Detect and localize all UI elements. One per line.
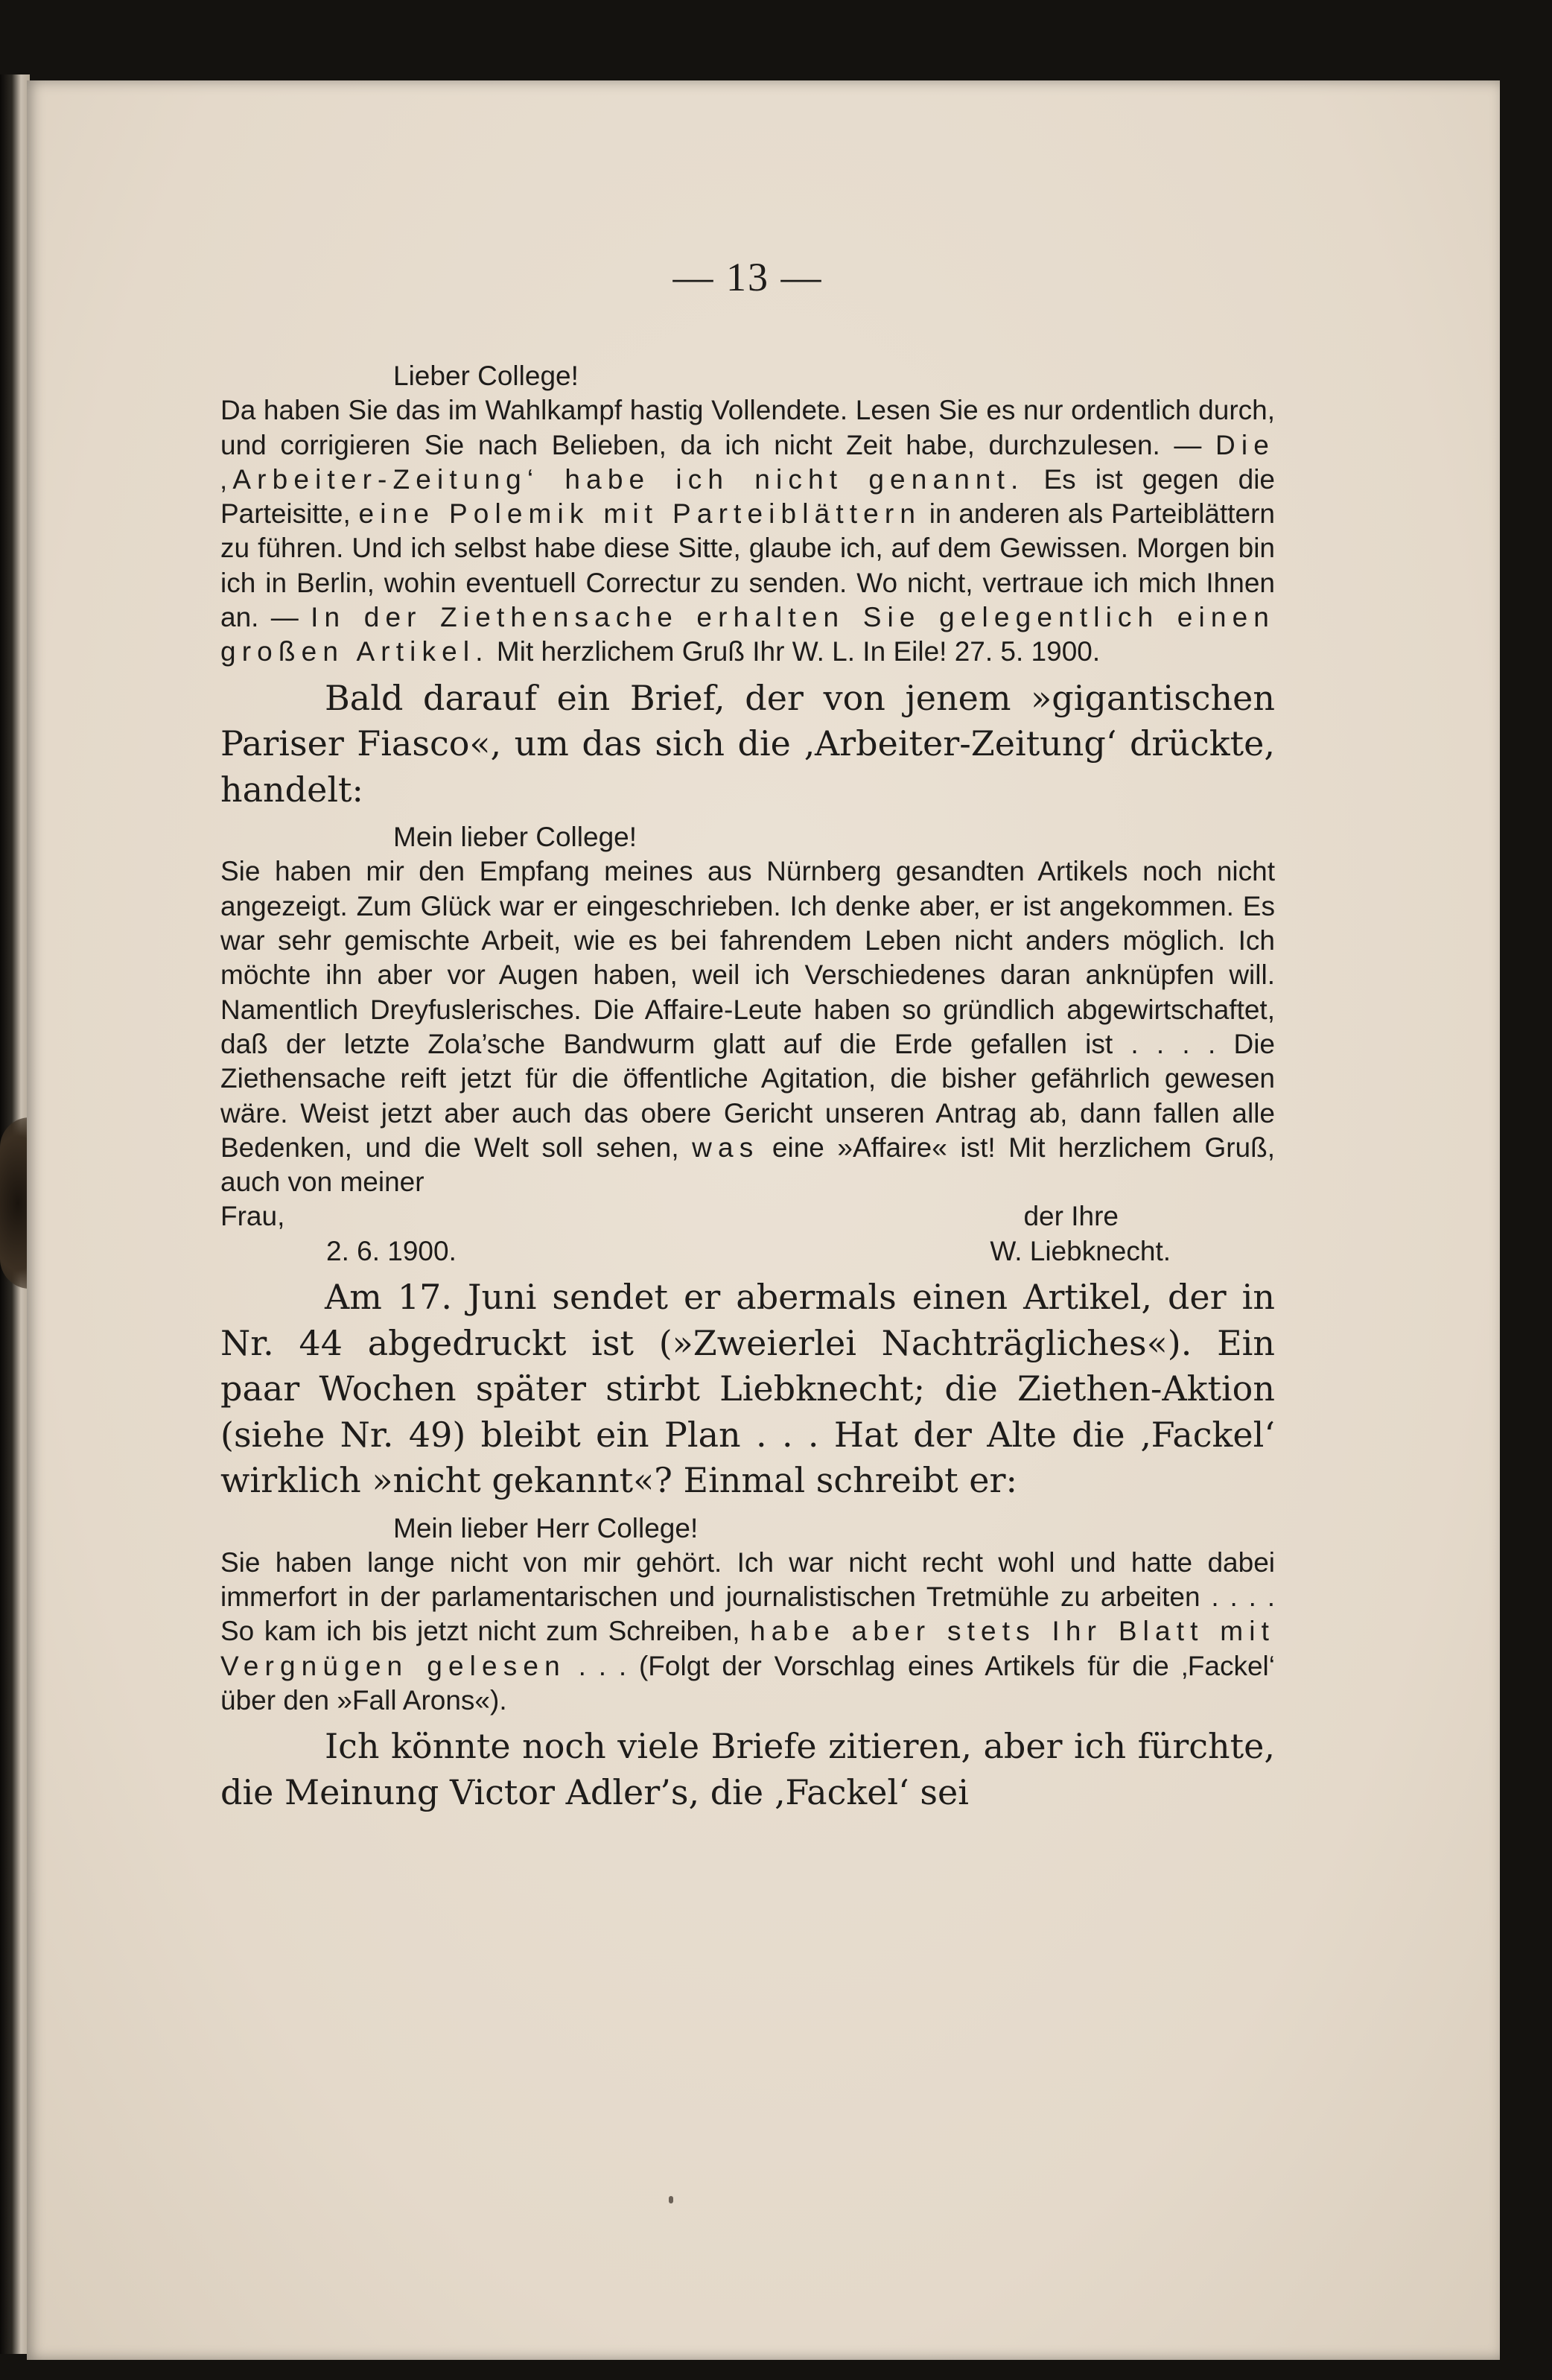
letter-3-spaced: habe aber stets Ihr Blatt mit Vergnügen gelesen [220, 1616, 1275, 1681]
letter-2 [220, 820, 1275, 1269]
letter-1-spaced-c: In der Ziethensache erhalten Sie gelegentlich einen großen Artikel. [220, 602, 1275, 667]
letter-2-salutation: Mein lieber College! [393, 822, 637, 853]
letter-2-closing-line [220, 1199, 1275, 1234]
letter-1-text-c: in anderen als Parteiblättern zu führen. Und ich selbst habe diese Sitte, glaube ich, auf dem Gewissen. Morgen bin ich in Berlin, wohin eventuell Correctur zu senden. Wo nicht, vertraue ich mich Ihnen an. — [220, 498, 1275, 633]
letter-2-text-a: Sie haben mir den Empfang meines aus Nürnberg gesandten Artikels noch nicht angezeigt. Zum Glück war er eingeschrieben. Ich denke aber, er ist angekommen. Es war sehr gemischte Arbeit, wie es bei fahrendem Leben nicht anders möglich. Ich möchte ihn aber vor Augen haben, weil ich Verschiedenes daran anknüpfen will. Namentlich Dreyfuslerisches. Die Affaire-Leute haben so gründlich abgewirtschaftet, daß der letzte Zola’sche Bandwurm glatt auf die Erde gefallen ist . . . . Die Ziethensache reift jetzt für die öffentliche Agitation, die bisher gefährlich gewesen wäre. Weist jetzt aber auch das obere Gericht unseren Antrag ab, dann fallen alle Bedenken, und die Welt soll sehen, [220, 856, 1275, 1163]
letter-2-signature: W. Liebknecht. [990, 1235, 1171, 1266]
letter-3-text-a: Sie haben lange nicht von mir gehört. Ich war nicht recht wohl und hatte dabei immerfort in der parlamentarischen und journalistischen Tretmühle zu arbeiten . . . . So kam ich bis jetzt nicht zum Schreiben, [220, 1546, 1275, 1647]
letter-1-body [220, 393, 1275, 669]
letter-2-signature-line [220, 1234, 1275, 1269]
letter-1-text-b: Es ist gegen die Parteisitte, [220, 463, 1275, 530]
page-text [220, 255, 1275, 1823]
ink-speck [669, 2196, 673, 2203]
page-number: — 13 — [672, 255, 823, 299]
letter-2-spaced: was [692, 1132, 760, 1163]
letter-1-text-d: Mit herzlichem Gruß Ihr W. L. In Eile! 27. 5. 1900. [489, 636, 1101, 667]
letter-3 [220, 1511, 1275, 1719]
letter-3-body [220, 1546, 1275, 1718]
letter-3-salutation: Mein lieber Herr College! [393, 1512, 699, 1543]
narrative-paragraph-1: Bald darauf ein Brief, der von jenem »gigantischen Pariser Fiasco«, um das sich die ‚Arbeiter-Zeitung‘ drückte, handelt: [220, 677, 1275, 810]
letter-3-text-b: . . . (Folgt der Vorschlag eines Artikels für die ‚Fackel‘ über den »Fall Arons«). [220, 1650, 1275, 1716]
letter-1-salutation: Lieber College! [393, 361, 579, 391]
narrative-paragraph-3: Ich könnte noch viele Briefe zitieren, aber ich fürchte, die Meinung Victor Adler’s, die ‚Fackel‘ sei [220, 1726, 1275, 1812]
letter-2-body [220, 854, 1275, 1199]
letter-2-date: 2. 6. 1900. [326, 1235, 457, 1266]
letter-1-text-a: Da haben Sie das im Wahlkampf hastig Vollendete. Lesen Sie es nur ordentlich durch, und corrigieren Sie nach Belieben, da ich nicht Zeit habe, durchzulesen. — [220, 395, 1275, 460]
letter-1 [220, 359, 1275, 670]
letter-1-spaced-b: eine Polemik mit Parteiblättern [358, 498, 922, 530]
letter-2-frau: Frau, [220, 1201, 285, 1232]
letter-1-spaced-a: Die ‚Arbeiter-Zeitung‘ habe ich nicht genannt. [220, 429, 1275, 495]
narrative-paragraph-2: Am 17. Juni sendet er abermals einen Artikel, der in Nr. 44 abgedruckt ist (»Zweierlei Nachträgliches«). Ein paar Wochen später stirbt Liebknecht; die Ziethen-Aktion (siehe Nr. 49) bleibt ein Plan . . . Hat der Alte die ‚Fackel‘ wirklich »nicht gekannt«? Einmal schreibt er: [220, 1277, 1275, 1501]
letter-2-text-b: eine »Affaire« ist! Mit herzlichem Gruß, auch von meiner [220, 1132, 1276, 1198]
letter-2-der-ihre: der Ihre [1023, 1201, 1119, 1232]
